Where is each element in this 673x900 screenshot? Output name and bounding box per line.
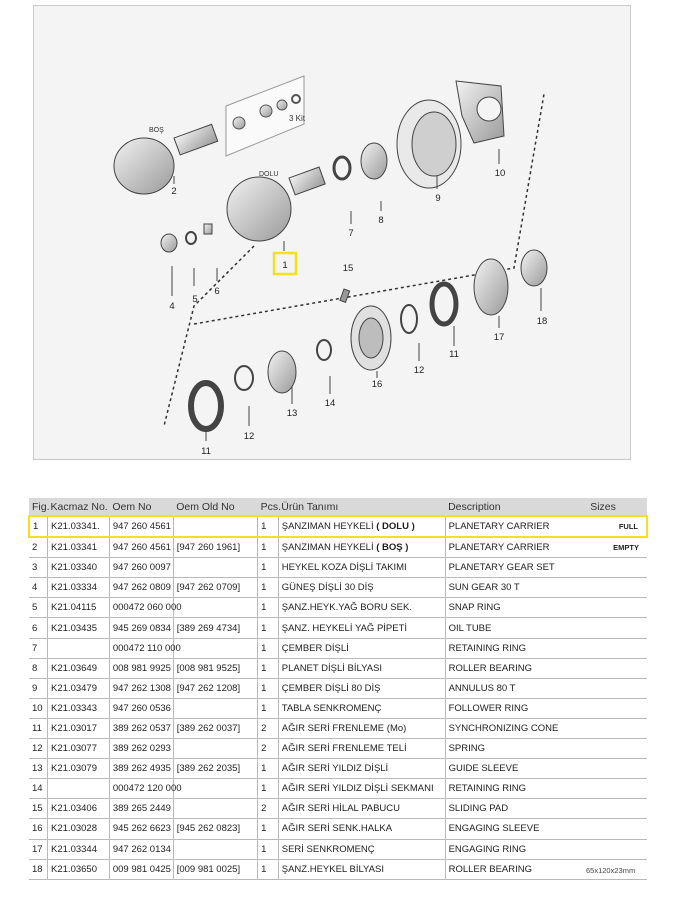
kacmaz-no-cell: K21.03650 bbox=[48, 859, 110, 879]
urun-tanimi-text: ŞANZ. HEYKELİ YAĞ PİPETİ bbox=[281, 622, 408, 634]
pcs-cell: 1 bbox=[258, 839, 279, 859]
urun-tanimi-cell bbox=[278, 578, 445, 598]
oem-old-no-cell: [947 262 1208] bbox=[173, 678, 257, 698]
urun-tanimi-text: TABLA SENKROMENÇ bbox=[281, 702, 382, 714]
header-fig: Fig. bbox=[29, 498, 48, 516]
oem-old-no-cell: [009 981 0025] bbox=[173, 859, 257, 879]
pcs-cell: 1 bbox=[258, 537, 279, 558]
kacmaz-no-cell bbox=[48, 638, 110, 658]
callout-label: 8 bbox=[378, 215, 384, 226]
parts-table bbox=[28, 498, 648, 880]
table-row[interactable] bbox=[29, 779, 647, 799]
oem-old-no-cell bbox=[173, 698, 257, 718]
urun-tanimi-text: ŞANZ.HEYKEL BİLYASI bbox=[281, 863, 384, 875]
kacmaz-no-cell: K21.04115 bbox=[48, 598, 110, 618]
sizes-cell bbox=[587, 759, 647, 779]
sliding-pad-part bbox=[340, 289, 350, 302]
kacmaz-no-cell: K21.03340 bbox=[48, 558, 110, 578]
callout-label: 12 bbox=[243, 431, 255, 442]
callout-label: 4 bbox=[169, 301, 175, 312]
fig-cell: 6 bbox=[29, 618, 48, 638]
urun-tanimi-cell bbox=[278, 779, 445, 799]
table-row[interactable] bbox=[29, 859, 647, 879]
fig-cell: 3 bbox=[29, 558, 48, 578]
oem-no-cell: 000472 060 000 bbox=[109, 598, 173, 618]
engaging-sleeve-inner bbox=[359, 318, 383, 358]
fig-cell: 17 bbox=[29, 839, 48, 859]
urun-tanimi-text: ÇEMBER DİŞLİ bbox=[281, 642, 349, 654]
table-row[interactable] bbox=[29, 799, 647, 819]
table-row[interactable] bbox=[29, 558, 647, 578]
description-cell: ANNULUS 80 T bbox=[445, 678, 587, 698]
table-body bbox=[29, 516, 647, 879]
oem-no-cell: 389 262 4935 bbox=[109, 759, 173, 779]
header-description: Description bbox=[445, 498, 587, 516]
callout-label: 9 bbox=[435, 193, 441, 204]
fig-cell: 12 bbox=[29, 739, 48, 759]
pcs-cell: 2 bbox=[258, 718, 279, 738]
callout-label: 6 bbox=[214, 286, 220, 297]
table-row[interactable] bbox=[29, 759, 647, 779]
table-row[interactable] bbox=[29, 537, 647, 558]
oem-old-no-cell bbox=[173, 598, 257, 618]
urun-tanimi-cell bbox=[278, 739, 445, 759]
oem-no-cell: 945 269 0834 bbox=[109, 618, 173, 638]
urun-tanimi-text: AĞIR SERİ YILDIZ DİŞLİ bbox=[281, 763, 389, 775]
spring-part-right bbox=[401, 305, 417, 333]
urun-tanimi-text: HEYKEL KOZA DİŞLİ TAKIMI bbox=[281, 562, 407, 574]
pcs-cell: 1 bbox=[258, 558, 279, 578]
kacmaz-no-cell: K21.03341 bbox=[48, 537, 110, 558]
gear-retaining-ring-part bbox=[317, 340, 331, 360]
empty-carrier-part bbox=[114, 138, 174, 194]
empty-carrier-shaft bbox=[174, 124, 218, 155]
fig-cell: 13 bbox=[29, 759, 48, 779]
description-cell: GUIDE SLEEVE bbox=[445, 759, 587, 779]
fig-cell: 7 bbox=[29, 638, 48, 658]
oem-old-no-cell bbox=[173, 739, 257, 759]
header-pcs: Pcs. bbox=[258, 498, 279, 516]
sizes-cell bbox=[587, 779, 647, 799]
urun-tanimi-text: AĞIR SERİ YILDIZ DİŞLİ SEKMANI bbox=[281, 783, 434, 795]
oil-tube-part bbox=[204, 224, 212, 234]
exploded-parts-diagram bbox=[33, 5, 631, 460]
header-sizes: Sizes bbox=[587, 498, 647, 516]
table-row[interactable] bbox=[29, 598, 647, 618]
fig-cell: 18 bbox=[29, 859, 48, 879]
description-cell: PLANETARY GEAR SET bbox=[445, 558, 587, 578]
fig-cell: 5 bbox=[29, 598, 48, 618]
pcs-cell: 1 bbox=[258, 618, 279, 638]
urun-tanimi-text: ŞANZ.HEYK.YAĞ BORU SEK. bbox=[281, 602, 412, 614]
oem-no-cell: 009 981 0425 bbox=[109, 859, 173, 879]
callout-label: 13 bbox=[286, 408, 298, 419]
urun-tanimi-cell bbox=[278, 698, 445, 718]
sizes-cell bbox=[587, 739, 647, 759]
description-cell: ENGAGING RING bbox=[445, 839, 587, 859]
pcs-cell: 1 bbox=[258, 819, 279, 839]
description-cell: ROLLER BEARING bbox=[445, 658, 587, 678]
pcs-cell: 1 bbox=[258, 759, 279, 779]
urun-tanimi-tag: ( BOŞ ) bbox=[376, 542, 409, 554]
fig-cell: 16 bbox=[29, 819, 48, 839]
urun-tanimi-text: AĞIR SERİ FRENLEME (Mo) bbox=[281, 722, 407, 734]
fig-cell: 1 bbox=[29, 516, 48, 537]
oem-no-cell: 947 262 0134 bbox=[109, 839, 173, 859]
pcs-cell: 1 bbox=[258, 678, 279, 698]
header-kacmaz: Kacmaz No. bbox=[48, 498, 110, 516]
urun-tanimi-cell bbox=[278, 516, 445, 537]
urun-tanimi-cell bbox=[278, 678, 445, 698]
kacmaz-no-cell: K21.03341. bbox=[48, 516, 110, 537]
kacmaz-no-cell: K21.03479 bbox=[48, 678, 110, 698]
urun-tanimi-cell bbox=[278, 859, 445, 879]
sizes-cell bbox=[587, 819, 647, 839]
description-cell: SPRING bbox=[445, 739, 587, 759]
pcs-cell: 1 bbox=[258, 698, 279, 718]
dolu-label: DOLU bbox=[259, 171, 279, 178]
urun-tanimi-cell bbox=[278, 537, 445, 558]
header-oem: Oem No bbox=[109, 498, 173, 516]
kacmaz-no-cell: K21.03334 bbox=[48, 578, 110, 598]
kit-bearing-part bbox=[233, 117, 245, 129]
sizes-cell: FULL bbox=[587, 516, 647, 537]
urun-tanimi-tag: ( DOLU ) bbox=[376, 521, 415, 533]
engaging-ring-part bbox=[474, 259, 508, 315]
table-row[interactable] bbox=[29, 516, 647, 537]
urun-tanimi-cell bbox=[278, 799, 445, 819]
sun-gear-part bbox=[161, 234, 177, 252]
urun-tanimi-text: ŞANZIMAN HEYKELİ bbox=[281, 521, 374, 533]
urun-tanimi-text: GÜNEŞ DİŞLİ 30 DİŞ bbox=[281, 582, 374, 594]
urun-tanimi-text: ŞANZIMAN HEYKELİ bbox=[281, 542, 374, 554]
table-row[interactable] bbox=[29, 819, 647, 839]
oem-no-cell: 947 262 1308 bbox=[109, 678, 173, 698]
pcs-cell: 1 bbox=[258, 516, 279, 537]
sync-cone-part-right bbox=[432, 284, 456, 324]
oem-no-cell: 389 265 2449 bbox=[109, 799, 173, 819]
kacmaz-no-cell: K21.03344 bbox=[48, 839, 110, 859]
kacmaz-no-cell: K21.03406 bbox=[48, 799, 110, 819]
urun-tanimi-cell bbox=[278, 618, 445, 638]
kit-roller-part bbox=[277, 100, 287, 110]
oem-no-cell: 947 260 0536 bbox=[109, 698, 173, 718]
description-cell: FOLLOWER RING bbox=[445, 698, 587, 718]
sizes-cell: EMPTY bbox=[587, 537, 647, 558]
oem-old-no-cell bbox=[173, 779, 257, 799]
description-cell: ENGAGING SLEEVE bbox=[445, 819, 587, 839]
oem-no-cell: 945 262 6623 bbox=[109, 819, 173, 839]
oem-no-cell: 947 260 4561 bbox=[109, 537, 173, 558]
oem-old-no-cell: [389 262 2035] bbox=[173, 759, 257, 779]
description-cell: PLANETARY CARRIER bbox=[445, 516, 587, 537]
callout-label: 12 bbox=[413, 365, 425, 376]
urun-tanimi-cell bbox=[278, 558, 445, 578]
table-row[interactable] bbox=[29, 618, 647, 638]
oem-old-no-cell: [008 981 9525] bbox=[173, 658, 257, 678]
kacmaz-no-cell: K21.03649 bbox=[48, 658, 110, 678]
callout-label: 2 bbox=[171, 186, 177, 197]
description-cell: RETAINING RING bbox=[445, 779, 587, 799]
oem-old-no-cell: [389 269 4734] bbox=[173, 618, 257, 638]
sizes-cell bbox=[587, 578, 647, 598]
pcs-cell: 1 bbox=[258, 859, 279, 879]
table-row[interactable] bbox=[29, 658, 647, 678]
callout-label: 10 bbox=[494, 168, 506, 179]
size-note: 65x120x23mm bbox=[586, 866, 636, 875]
sync-cone-part-left bbox=[191, 383, 221, 429]
urun-tanimi-text: PLANET DİŞLİ BİLYASI bbox=[281, 662, 383, 674]
pcs-cell: 1 bbox=[258, 638, 279, 658]
snap-ring-part bbox=[186, 232, 196, 244]
description-cell: ROLLER BEARING bbox=[445, 859, 587, 879]
oem-old-no-cell bbox=[173, 638, 257, 658]
kacmaz-no-cell: K21.03435 bbox=[48, 618, 110, 638]
pcs-cell: 1 bbox=[258, 779, 279, 799]
assembly-line-lower bbox=[164, 246, 254, 426]
fig-cell: 10 bbox=[29, 698, 48, 718]
kacmaz-no-cell: K21.03079 bbox=[48, 759, 110, 779]
pcs-cell: 2 bbox=[258, 739, 279, 759]
oem-old-no-cell: [947 260 1961] bbox=[173, 537, 257, 558]
callout-label: 16 bbox=[371, 379, 383, 390]
oem-no-cell: 947 260 0097 bbox=[109, 558, 173, 578]
callout-label: 7 bbox=[348, 228, 354, 239]
table-row[interactable] bbox=[29, 839, 647, 859]
oem-old-no-cell: [945 262 0823] bbox=[173, 819, 257, 839]
callout-label: 1 bbox=[282, 260, 288, 271]
roller-bearing-18-part bbox=[521, 250, 547, 286]
pcs-cell: 1 bbox=[258, 658, 279, 678]
pcs-cell: 1 bbox=[258, 598, 279, 618]
sizes-cell bbox=[587, 718, 647, 738]
oem-old-no-cell bbox=[173, 516, 257, 537]
urun-tanimi-cell bbox=[278, 638, 445, 658]
description-cell: SNAP RING bbox=[445, 598, 587, 618]
oem-old-no-cell: [947 262 0709] bbox=[173, 578, 257, 598]
oem-no-cell: 008 981 9925 bbox=[109, 658, 173, 678]
pcs-cell: 2 bbox=[258, 799, 279, 819]
description-cell: PLANETARY CARRIER bbox=[445, 537, 587, 558]
urun-tanimi-cell bbox=[278, 819, 445, 839]
oem-old-no-cell bbox=[173, 799, 257, 819]
retaining-ring-part bbox=[334, 157, 350, 179]
oem-old-no-cell bbox=[173, 558, 257, 578]
description-cell: OIL TUBE bbox=[445, 618, 587, 638]
pcs-cell: 1 bbox=[258, 578, 279, 598]
table-row[interactable] bbox=[29, 638, 647, 658]
callout-label: 14 bbox=[324, 398, 336, 409]
kacmaz-no-cell: K21.03028 bbox=[48, 819, 110, 839]
callout-label: 11 bbox=[201, 446, 211, 457]
full-carrier-part bbox=[227, 177, 291, 241]
table-header-row bbox=[29, 498, 647, 516]
full-carrier-shaft bbox=[289, 167, 325, 195]
kacmaz-no-cell: K21.03343 bbox=[48, 698, 110, 718]
table-row[interactable] bbox=[29, 678, 647, 698]
table-row[interactable] bbox=[29, 698, 647, 718]
oem-old-no-cell bbox=[173, 839, 257, 859]
diagram-drawing bbox=[34, 6, 632, 461]
callout-label: 18 bbox=[536, 316, 548, 327]
kit-pin-part bbox=[260, 105, 272, 117]
description-cell: SUN GEAR 30 T bbox=[445, 578, 587, 598]
sizes-cell bbox=[587, 839, 647, 859]
header-urun-tanimi: Ürün Tanımı bbox=[278, 498, 445, 516]
sizes-cell bbox=[587, 638, 647, 658]
urun-tanimi-cell bbox=[278, 598, 445, 618]
callout-label: 17 bbox=[493, 332, 505, 343]
sizes-cell bbox=[587, 618, 647, 638]
follower-ring-hole bbox=[477, 97, 501, 121]
callout-label: 15 bbox=[342, 263, 354, 274]
urun-tanimi-cell bbox=[278, 839, 445, 859]
urun-tanimi-text: SERİ SENKROMENÇ bbox=[281, 843, 375, 855]
urun-tanimi-text: AĞIR SERİ HİLAL PABUCU bbox=[281, 803, 400, 815]
oem-no-cell: 947 260 4561 bbox=[109, 516, 173, 537]
urun-tanimi-text: AĞIR SERİ SENK.HALKA bbox=[281, 823, 393, 835]
sizes-cell bbox=[587, 558, 647, 578]
fig-cell: 14 bbox=[29, 779, 48, 799]
fig-cell: 4 bbox=[29, 578, 48, 598]
description-cell: SLIDING PAD bbox=[445, 799, 587, 819]
fig-cell: 15 bbox=[29, 799, 48, 819]
roller-bearing-part bbox=[361, 143, 387, 179]
oem-no-cell: 389 262 0293 bbox=[109, 739, 173, 759]
oem-no-cell: 389 262 0537 bbox=[109, 718, 173, 738]
kacmaz-no-cell: K21.03017 bbox=[48, 718, 110, 738]
fig-cell: 11 bbox=[29, 718, 48, 738]
bos-label: BOŞ bbox=[149, 127, 164, 134]
fig-cell: 9 bbox=[29, 678, 48, 698]
kacmaz-no-cell bbox=[48, 779, 110, 799]
oem-no-cell: 947 262 0809 bbox=[109, 578, 173, 598]
table-row[interactable] bbox=[29, 718, 647, 738]
description-cell: RETAINING RING bbox=[445, 638, 587, 658]
urun-tanimi-text: AĞIR SERİ FRENLEME TELİ bbox=[281, 743, 407, 755]
header-oem-old: Oem Old No bbox=[173, 498, 257, 516]
sizes-cell bbox=[587, 598, 647, 618]
sizes-cell bbox=[587, 698, 647, 718]
annulus-inner bbox=[412, 112, 456, 176]
fig-cell: 2 bbox=[29, 537, 48, 558]
callout-label: 5 bbox=[192, 294, 198, 305]
oem-old-no-cell: [389 262 0037] bbox=[173, 718, 257, 738]
urun-tanimi-cell bbox=[278, 718, 445, 738]
kit-label: 3 Kit bbox=[289, 114, 306, 123]
oem-no-cell: 000472 110 000 bbox=[109, 638, 173, 658]
sizes-cell bbox=[587, 678, 647, 698]
urun-tanimi-cell bbox=[278, 759, 445, 779]
urun-tanimi-text: ÇEMBER DİŞLİ 80 DİŞ bbox=[281, 682, 381, 694]
oem-no-cell: 000472 120 000 bbox=[109, 779, 173, 799]
sizes-cell bbox=[587, 658, 647, 678]
sizes-cell bbox=[587, 799, 647, 819]
table-row[interactable] bbox=[29, 739, 647, 759]
urun-tanimi-cell bbox=[278, 658, 445, 678]
callout-label: 11 bbox=[449, 349, 459, 360]
table-row[interactable] bbox=[29, 578, 647, 598]
kacmaz-no-cell: K21.03077 bbox=[48, 739, 110, 759]
fig-cell: 8 bbox=[29, 658, 48, 678]
spring-part-left bbox=[235, 366, 253, 390]
description-cell: SYNCHRONIZING CONE bbox=[445, 718, 587, 738]
